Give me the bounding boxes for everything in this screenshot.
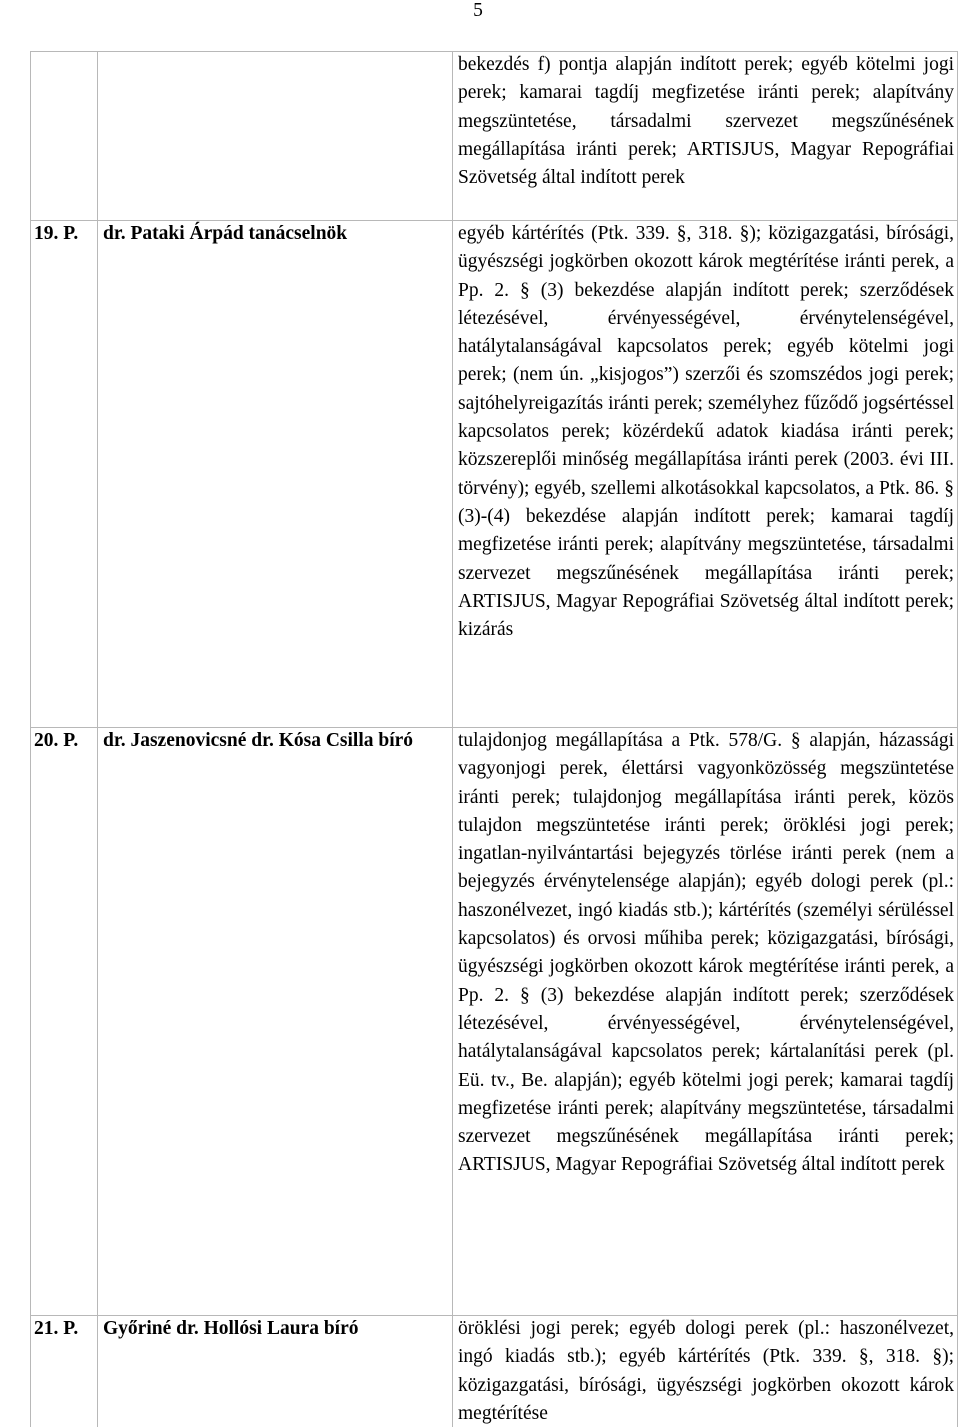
table-row-description: tulajdonjog megállapítása a Ptk. 578/G. § alapján, házassági vagyonjogi perek, élettársi vagyonközösség megszüntetése iránti perek; tulajdonjog megállapítása iránti perek, közös tulajdon megszüntetése iránti perek; öröklési jogi perek; ingatlan-nyilvántartási bejegyzés törlése iránti perek (nem a bejegyzés érvénytelensége alapján); egyéb dologi perek (pl.: haszonélvezet, ingó kiadás stb.); kártérítés (személyi sérüléssel kapcsolatos) és orvosi műhiba perek; közigazgatási, bírósági, ügyészségi jogkörben okozott károk megtérítése iránti perek, a Pp. 2. § (3) bekezdése alapján indított perek; szerződések létezésével, érvényességével, érvénytelenségével, hatálytalanságával kapcsolatos perek; kártalanítási perek (pl. Eü. tv., Be. alapján); egyéb kötelmi jogi perek; kamarai tagdíj megfizetése iránti perek; alapítvány megszüntetése, társadalmi szervezet megszűnésének megállapítása iránti perek; ARTISJUS, Magyar Repográfiai Szövetség által indított perek [458,730,954,1176]
table-row-number: 19. P. [34,223,79,244]
table-row-number: 21. P. [34,1318,79,1339]
table-border-right [957,51,958,1427]
table-border-col2 [452,51,453,1427]
table-row-description: egyéb kártérítés (Ptk. 339. §, 318. §); közigazgatási, bírósági, ügyészségi jogkörben okozott károk megtérítése iránti perek, a Pp. 2. § (3) bekezdése alapján indított perek; szerződések létezésével, érvényességével, érvénytelenségével, hatálytalanságával kapcsolatos perek; egyéb kötelmi jogi perek; (nem ún. „kisjogos”) szerzői és szomszédos jogi perek; sajtóhelyreigazítás iránti perek; személyhez fűződő jogsértéssel kapcsolatos perek; közérdekű adatok kiadása iránti perek; közszereplői minőség megállapítása iránti perek (2003. évi III. törvény); egyéb, szellemi alkotásokkal kapcsolatos, a Ptk. 86. § (3)-(4) bekezdése alapján indított perek; kamarai tagdíj megfizetése iránti perek; alapítvány megszüntetése, társadalmi szervezet megszűnésének megállapítása iránti perek; ARTISJUS, Magyar Repográfiai Szövetség által indított perek; kizárás [458,223,954,641]
table-row-judge: Győriné dr. Hollósi Laura bíró [103,1318,359,1339]
table-row-description: öröklési jogi perek; egyéb dologi perek (pl.: haszonélvezet, ingó kiadás stb.); egyéb kártérítés (Ptk. 339. §, 318. §); közigazgatási, bírósági, ügyészségi jogkörben okozott károk megtérítése [458,1318,954,1424]
table-border-left [30,51,31,1427]
table-row-judge: dr. Jaszenovicsné dr. Kósa Csilla bíró [103,730,414,751]
page-number: 5 [473,0,483,21]
table-row-judge: dr. Pataki Árpád tanácselnök [103,223,348,244]
table-row-description: bekezdés f) pontja alapján indított perek; egyéb kötelmi jogi perek; kamarai tagdíj megfizetése iránti perek; alapítvány megszüntetése, társadalmi szervezet megszűnésének megállapítása iránti perek; ARTISJUS, Magyar Repográfiai Szövetség által indított perek [458,54,954,189]
table-row-number: 20. P. [34,730,79,751]
